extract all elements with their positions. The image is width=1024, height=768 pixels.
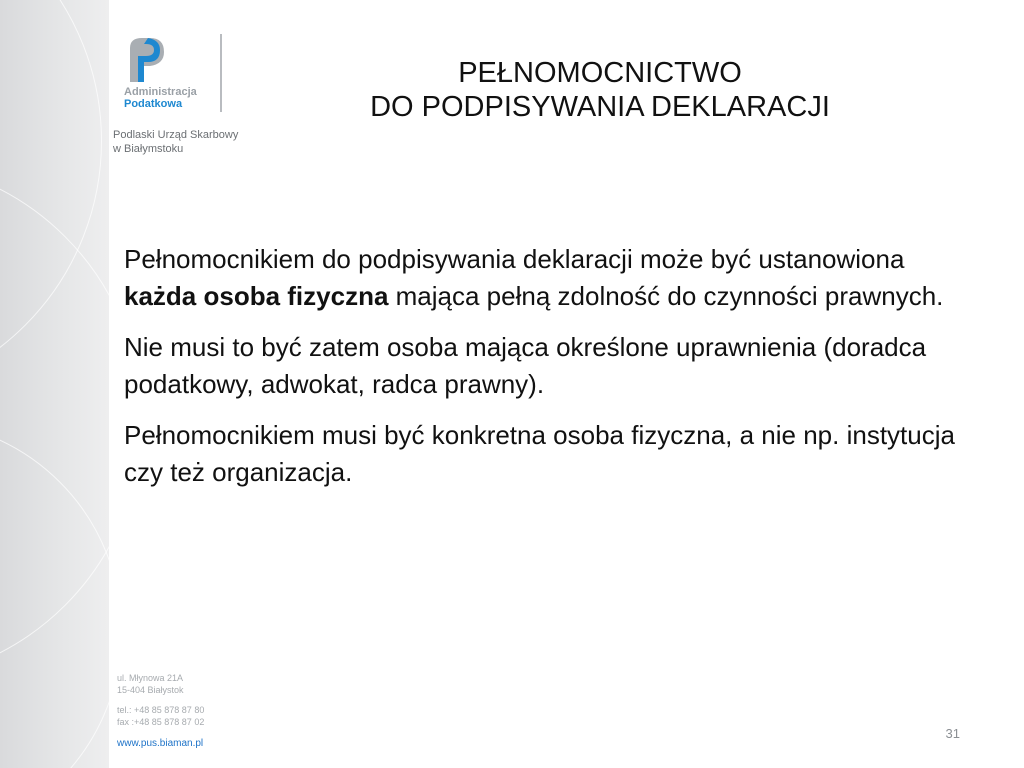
logo-text-administracja: Administracja — [124, 86, 197, 98]
office-name-line1: Podlaski Urząd Skarbowy — [113, 129, 239, 141]
slide-content — [124, 241, 964, 505]
footer-contact — [117, 704, 204, 728]
office-name-line2: w Białymstoku — [113, 143, 184, 155]
footer-website-link[interactable]: www.pus.biaman.pl — [117, 738, 204, 749]
footer-address-line1: ul. Młynowa 21A — [117, 673, 184, 683]
slide-title-line1: PEŁNOMOCNICTWO — [458, 57, 742, 89]
logo-text-podatkowa: Podatkowa — [124, 98, 183, 110]
footer-address — [117, 672, 184, 696]
header-divider — [220, 34, 222, 112]
paragraph-1 — [124, 241, 964, 315]
paragraph-1-text-end: mająca pełną zdolność do czynności prawnych. — [388, 281, 944, 311]
paragraph-3: Pełnomocnikiem musi być konkretna osoba fizyczna, a nie np. instytucja czy też organizacja. — [124, 420, 955, 487]
footer-tel: tel.: +48 85 878 87 80 — [117, 705, 205, 715]
slide-title — [270, 56, 930, 124]
footer-fax: fax :+48 85 878 87 02 — [117, 717, 205, 727]
page-number: 31 — [945, 726, 960, 741]
office-name — [113, 128, 238, 156]
paragraph-1-bold-text: każda osoba fizyczna — [124, 281, 389, 311]
paragraph-1-text-start: Pełnomocnikiem do podpisywania deklaracji może być ustanowiona — [124, 244, 905, 274]
paragraph-2: Nie musi to być zatem osoba mająca określone uprawnienia (doradca podatkowy, adwokat, radca prawny). — [124, 332, 927, 399]
slide-title-line2: DO PODPISYWANIA DEKLARACJI — [370, 91, 830, 123]
footer-address-line2: 15-404 Białystok — [117, 685, 184, 695]
left-decorative-bar — [0, 0, 109, 768]
